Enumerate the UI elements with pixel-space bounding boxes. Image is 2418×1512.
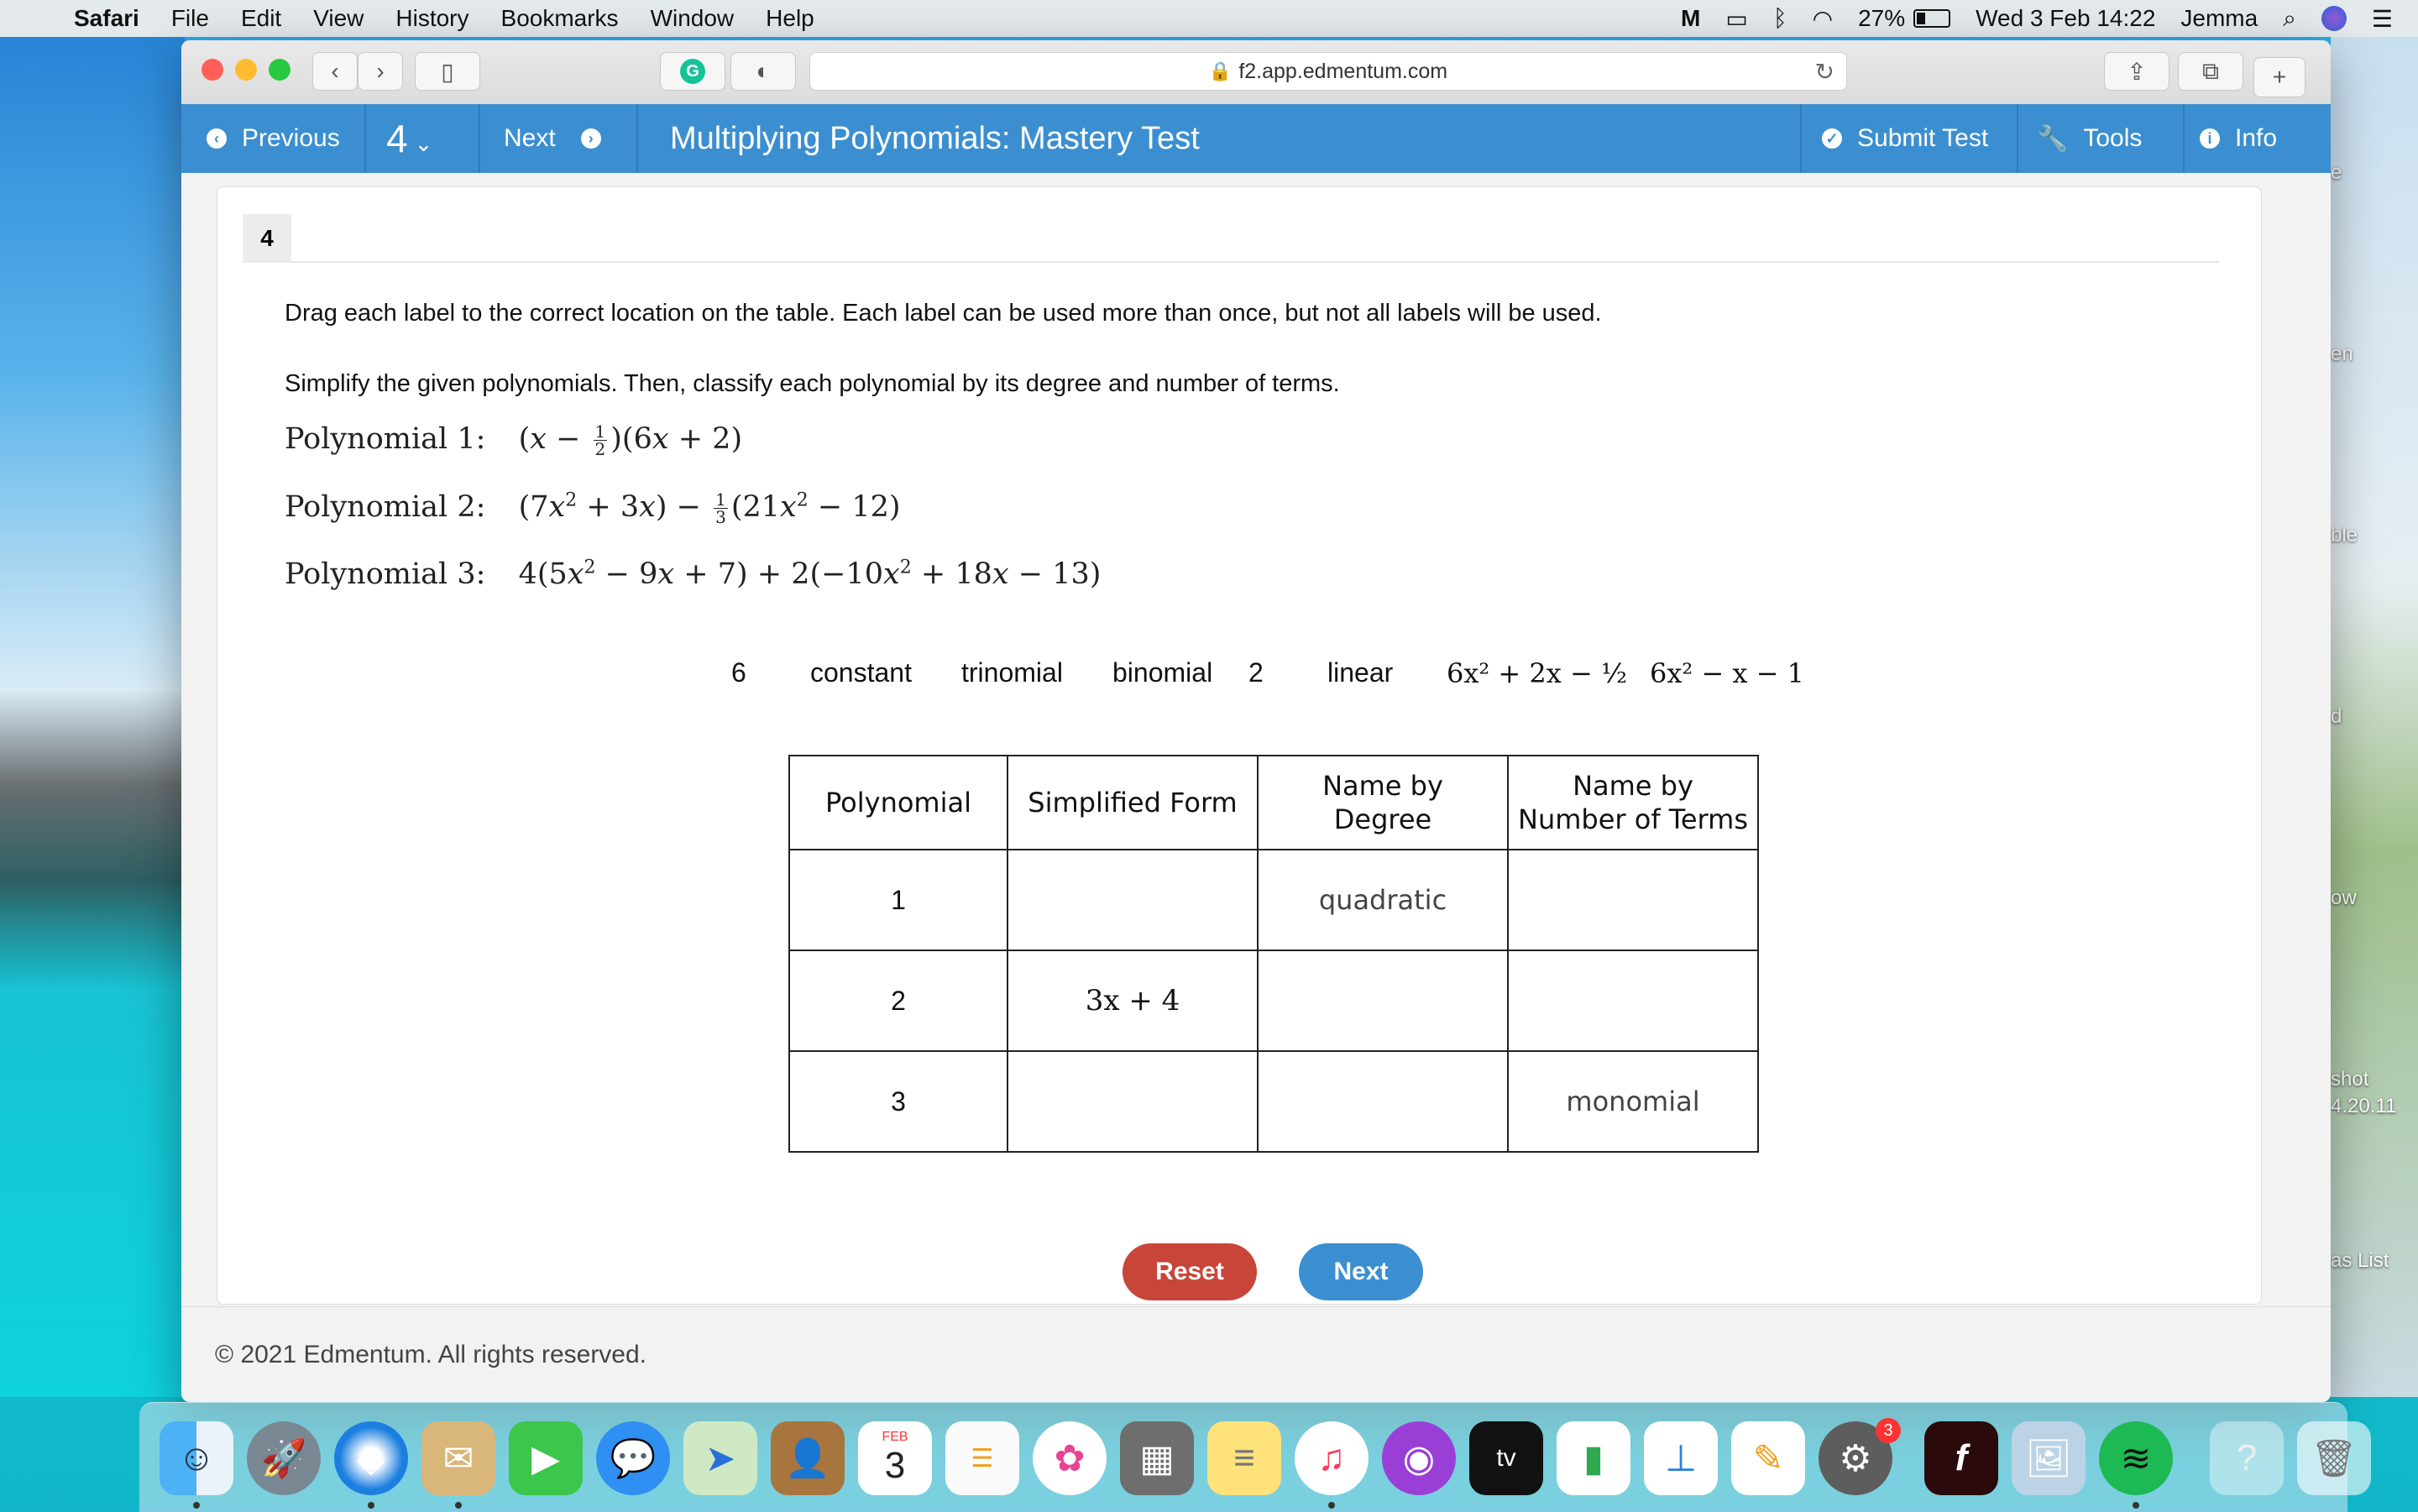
menu-history[interactable]: History	[395, 5, 469, 31]
menu-bar	[0, 0, 2418, 37]
system-preferences-icon[interactable]: ⚙	[1819, 1421, 1892, 1495]
simplified-form-drop-zone[interactable]	[1008, 850, 1258, 950]
url-text: f2.app.edmentum.com	[1238, 59, 1448, 83]
new-tab-button[interactable]	[2253, 57, 2305, 97]
drag-label[interactable]: 2	[1248, 657, 1264, 688]
degree-drop-zone[interactable]	[1258, 1051, 1508, 1152]
calendar-month: FEB	[882, 1430, 908, 1444]
safari-window	[181, 40, 2331, 1402]
degree-drop-zone[interactable]	[1258, 950, 1508, 1051]
menu-help[interactable]: Help	[766, 5, 814, 31]
close-window-button[interactable]	[202, 59, 223, 81]
sidebar-icon: ▯	[441, 58, 454, 85]
degree-drop-zone[interactable]: quadratic	[1258, 850, 1508, 950]
bluetooth-icon[interactable]: ᛒ	[1772, 5, 1787, 31]
desktop-wallpaper-right	[2331, 37, 2418, 1397]
address-bar[interactable]	[809, 52, 1847, 91]
polynomial-2	[285, 489, 901, 526]
share-icon: ⇪	[2127, 58, 2147, 85]
polynomial-3	[285, 557, 1101, 591]
test-title: Multiplying Polynomials: Mastery Test	[670, 120, 1200, 156]
previous-label: Previous	[242, 124, 340, 152]
desktop-item-label[interactable]: ble	[2331, 524, 2358, 547]
calendar-day: 3	[884, 1445, 906, 1486]
column-header: Simplified Form	[1008, 756, 1258, 850]
pages-icon[interactable]: ✎	[1731, 1421, 1805, 1495]
dock	[139, 1402, 2358, 1512]
answer-table	[788, 755, 1759, 1153]
terms-drop-zone[interactable]: monomial	[1508, 1051, 1758, 1152]
numbers-icon[interactable]: ▮	[1557, 1421, 1630, 1495]
question-selector-value: 4	[386, 117, 408, 160]
calculator-icon[interactable]: ▦	[1120, 1421, 1194, 1495]
label-bank	[217, 657, 2261, 708]
drag-label[interactable]: constant	[810, 657, 912, 688]
polynomial-number-cell: 1	[789, 850, 1008, 950]
info-label: Info	[2235, 124, 2278, 152]
malwarebytes-icon[interactable]: M	[1681, 5, 1701, 31]
mail-stamp-icon[interactable]: ✉	[421, 1421, 495, 1495]
flash-player-icon[interactable]: f	[1924, 1421, 1998, 1495]
notes-icon[interactable]: ≡	[1207, 1421, 1281, 1495]
calendar-icon[interactable]	[858, 1421, 932, 1495]
question-instruction: Drag each label to the correct location on the table. Each label can be used more than once, but not all labels will be used.	[285, 300, 1602, 327]
drag-label[interactable]: 6x² + 2x − ½	[1447, 657, 1627, 689]
reload-icon[interactable]: ↻	[1814, 59, 1834, 85]
running-indicator	[368, 1502, 374, 1509]
divider	[291, 261, 2219, 263]
check-circle-icon: ✓	[1822, 128, 1842, 149]
chevron-down-icon: ⌄	[414, 130, 433, 156]
plus-icon: +	[2272, 64, 2287, 90]
browser-toolbar	[181, 40, 2331, 105]
question-card	[217, 186, 2262, 1305]
reminders-icon[interactable]: ☰	[945, 1421, 1019, 1495]
podcasts-icon[interactable]: ◉	[1382, 1421, 1456, 1495]
keynote-icon[interactable]: ⊥	[1644, 1421, 1718, 1495]
column-header: Polynomial	[789, 756, 1008, 850]
polynomial-number-cell: 2	[789, 950, 1008, 1051]
back-button[interactable]	[312, 52, 358, 91]
menu-edit[interactable]: Edit	[240, 5, 282, 31]
copyright-text: © 2021 Edmentum. All rights reserved.	[215, 1341, 647, 1368]
wrench-icon: 🔧	[2037, 124, 2069, 153]
polynomial-label: Polynomial 2:	[285, 489, 486, 524]
desktop-item-label[interactable]: en	[2331, 343, 2353, 365]
column-header: Name by Degree	[1258, 756, 1508, 850]
next-question-button[interactable]	[504, 104, 601, 173]
next-label: Next	[504, 124, 556, 152]
drag-label[interactable]: linear	[1327, 657, 1394, 688]
simplified-form-drop-zone[interactable]: 3x + 4	[1008, 950, 1258, 1051]
forward-button[interactable]	[358, 52, 403, 91]
privacy-extension-button[interactable]	[730, 52, 796, 91]
clock[interactable]: Wed 3 Feb 14:22	[1976, 5, 2156, 31]
table-header-row	[789, 756, 1758, 850]
tools-button[interactable]	[2037, 104, 2142, 173]
shield-icon: ◐	[756, 58, 771, 84]
siri-icon[interactable]	[2321, 6, 2347, 31]
sidebar-toggle-button[interactable]	[415, 52, 480, 91]
desktop-item-label[interactable]: as List	[2331, 1249, 2389, 1272]
fullscreen-window-button[interactable]	[269, 59, 290, 81]
question-number: 4	[243, 214, 291, 263]
desktop-item-label[interactable]: shot	[2331, 1068, 2369, 1091]
apple-tv-icon[interactable]: tv	[1469, 1421, 1543, 1495]
preview-icon[interactable]: 🖼	[2012, 1421, 2086, 1495]
tools-label: Tools	[2083, 124, 2143, 152]
polynomial-number-cell: 3	[789, 1051, 1008, 1152]
chevron-left-icon: ‹	[331, 58, 339, 84]
question-prompt: Simplify the given polynomials. Then, classify each polynomial by its degree and number of terms.	[285, 370, 1340, 397]
polynomial-expression: (x − $\frac{1}{2}$ )(6x + 2)	[518, 421, 743, 459]
polynomial-expression: $(7x^2 + 3x)$ − $\frac{1}{3}$ $(21x^2 - 12)$	[518, 489, 901, 527]
polynomial-label: Polynomial 3:	[285, 557, 486, 591]
polynomial-label: Polynomial 1:	[285, 422, 486, 456]
table-row	[789, 950, 1758, 1051]
info-circle-icon: i	[2200, 128, 2220, 149]
battery-percent[interactable]: 27%	[1858, 5, 1906, 31]
grammarly-icon: G	[680, 59, 705, 84]
trash-icon[interactable]: 🗑	[2297, 1421, 2371, 1495]
lock-icon: 🔒	[1208, 60, 1233, 81]
menu-view[interactable]: View	[313, 5, 364, 31]
share-button[interactable]	[2104, 52, 2169, 91]
running-indicator	[2133, 1502, 2139, 1509]
notification-center-icon[interactable]: ☰	[2371, 5, 2393, 32]
safari-icon[interactable]: ◈	[334, 1421, 408, 1495]
messages-icon[interactable]: 💬	[596, 1421, 670, 1495]
question-selector-dropdown[interactable]	[386, 104, 432, 173]
table-row	[789, 1051, 1758, 1152]
tabs-overview-button[interactable]	[2178, 52, 2243, 91]
info-button[interactable]	[2200, 104, 2277, 173]
airplay-icon[interactable]: ▭	[1725, 5, 1748, 32]
drag-label[interactable]: 6x² − x − 1	[1650, 657, 1804, 689]
minimize-window-button[interactable]	[235, 59, 257, 81]
desktop-item-label[interactable]: 4.20.11	[2331, 1095, 2397, 1117]
notification-badge: 3	[1876, 1418, 1901, 1443]
desktop-item-label[interactable]: e	[2331, 161, 2342, 184]
wifi-icon[interactable]: ◠	[1812, 5, 1834, 32]
drag-label[interactable]: binomial	[1112, 657, 1213, 688]
spotlight-search-icon[interactable]: ⌕	[2283, 4, 2296, 31]
launchpad-icon[interactable]: 🚀	[247, 1421, 321, 1495]
test-navigation-bar	[181, 104, 2331, 173]
photos-icon[interactable]: ✿	[1033, 1421, 1107, 1495]
running-indicator	[193, 1502, 200, 1509]
next-button[interactable]: Next	[1299, 1243, 1423, 1300]
desktop-item-label[interactable]: d	[2331, 705, 2342, 728]
battery-icon[interactable]	[1913, 9, 1950, 28]
drag-label[interactable]: 6	[731, 657, 746, 688]
tabs-icon: ⧉	[2202, 57, 2219, 84]
desktop-item-label[interactable]: ow	[2331, 887, 2357, 909]
desktop-wallpaper-left	[0, 37, 185, 1397]
arrow-right-circle-icon: ›	[581, 128, 601, 149]
menu-window[interactable]: Window	[650, 5, 735, 31]
running-indicator	[455, 1502, 462, 1509]
table-row	[789, 850, 1758, 950]
column-header: Name by Number of Terms	[1508, 756, 1758, 850]
previous-button[interactable]	[207, 104, 340, 173]
test-content-area	[181, 173, 2331, 1306]
grammarly-extension-button[interactable]	[660, 52, 725, 91]
finder-icon[interactable]: ☺	[160, 1421, 233, 1495]
spotify-icon[interactable]: ≋	[2099, 1421, 2173, 1495]
user-name[interactable]: Jemma	[2180, 5, 2258, 31]
submit-test-button[interactable]	[1822, 104, 1988, 173]
drag-label[interactable]: trinomial	[961, 657, 1063, 688]
arrow-left-circle-icon: ‹	[207, 128, 227, 149]
question-mark-icon[interactable]: ?	[2210, 1421, 2284, 1495]
page-footer	[181, 1306, 2331, 1402]
terms-drop-zone[interactable]	[1508, 850, 1758, 950]
facetime-icon[interactable]: ▶	[509, 1421, 583, 1495]
polynomial-expression: $4(5x^2 - 9x + 7) + 2(-10x^2 + 18x - 13)$	[518, 557, 1102, 591]
submit-label: Submit Test	[1857, 124, 1989, 152]
menu-file[interactable]: File	[170, 5, 209, 31]
terms-drop-zone[interactable]	[1508, 950, 1758, 1051]
chevron-right-icon: ›	[376, 58, 385, 84]
running-indicator	[1328, 1502, 1335, 1509]
menu-app-name[interactable]: Safari	[74, 5, 139, 31]
menu-bookmarks[interactable]: Bookmarks	[500, 5, 619, 31]
polynomial-1	[285, 422, 742, 458]
music-icon[interactable]: ♫	[1295, 1421, 1369, 1495]
contacts-icon[interactable]: 👤	[771, 1421, 845, 1495]
maps-icon[interactable]: ➤	[683, 1421, 757, 1495]
simplified-form-drop-zone[interactable]	[1008, 1051, 1258, 1152]
reset-button[interactable]: Reset	[1123, 1243, 1257, 1300]
